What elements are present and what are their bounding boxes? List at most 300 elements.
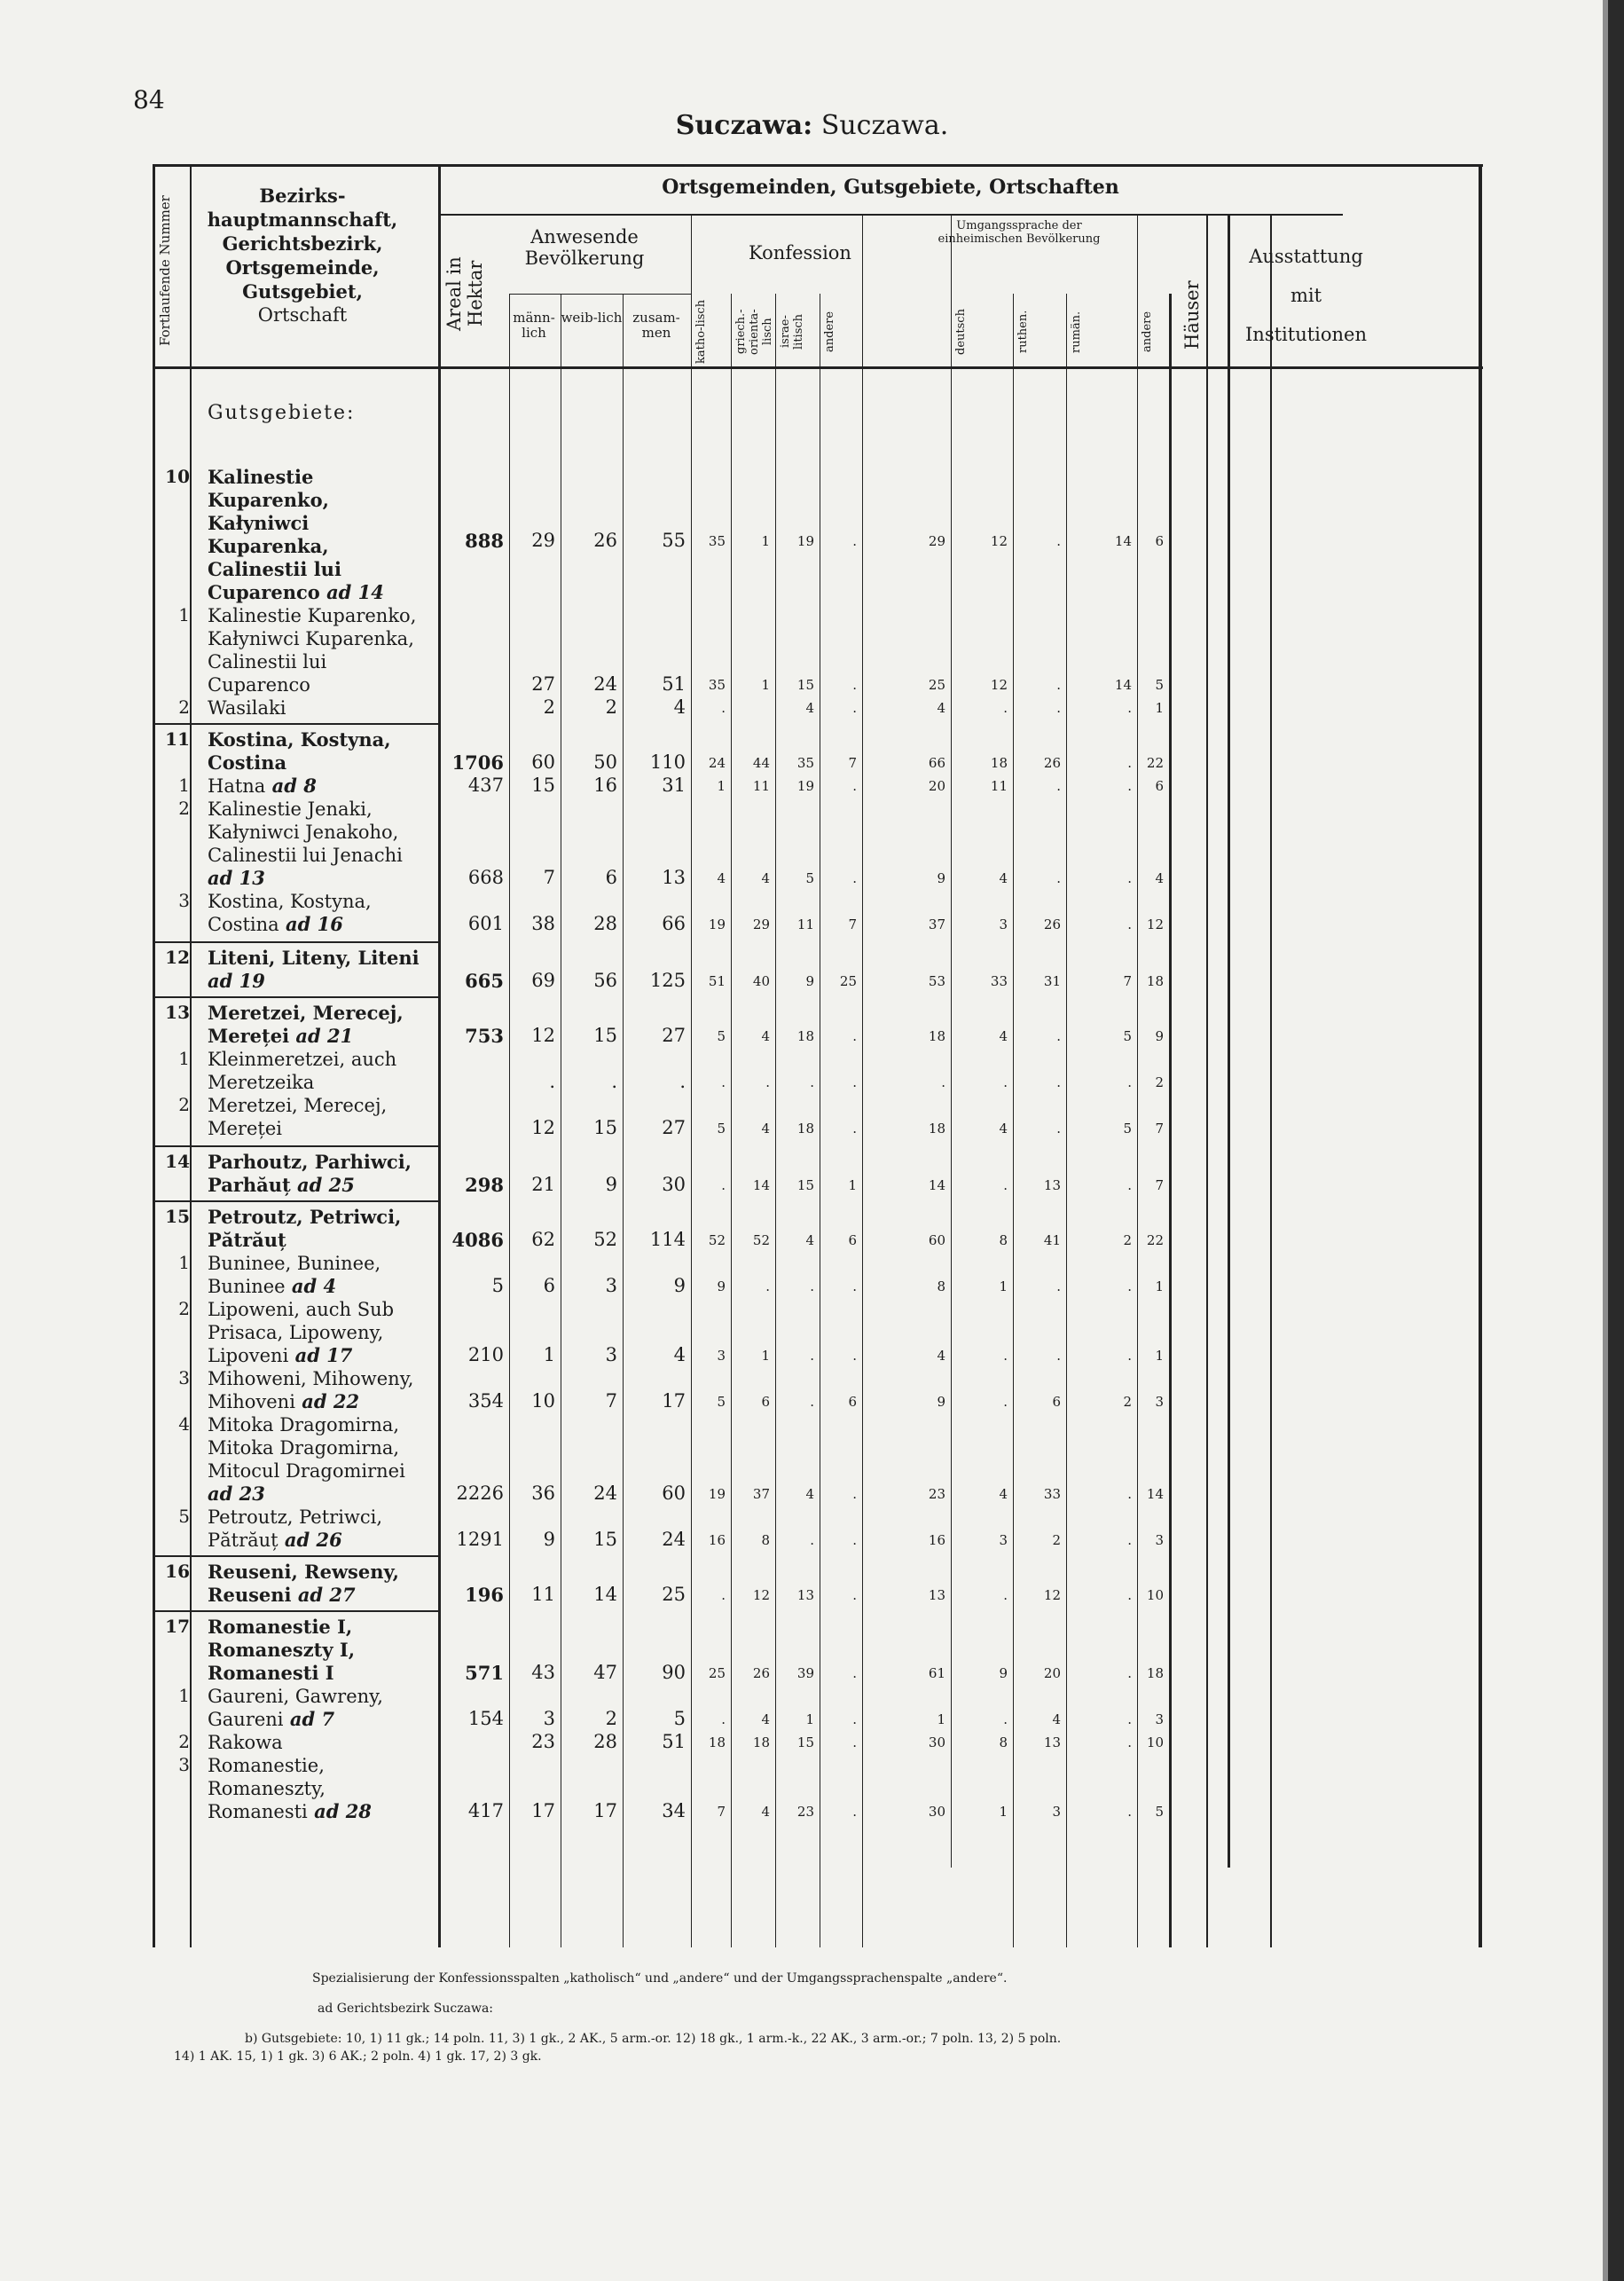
table-cell: 33 [1043,1486,1061,1502]
table-cell: . [852,1486,857,1502]
row-separator [153,1200,438,1202]
row-name: Kostina, Kostyna, Costina [208,728,391,774]
table-cell: 24 [662,1529,686,1550]
table-cell: 14 [1114,533,1132,549]
table-cell: 30 [928,1734,945,1750]
table-cell: 25 [928,677,945,693]
table-cell: 6 [848,1394,857,1410]
table-cell: . [1056,870,1061,886]
table-cell: 12 [1043,1587,1061,1603]
table-cell: 7 [717,1804,726,1820]
table-cell: 7 [848,916,857,932]
table-cell: 888 [465,530,504,552]
table-cell: 13 [928,1587,945,1603]
table-cell: . [810,1348,814,1364]
header-spr-0: deutsch [954,309,968,355]
table-cell: 27 [662,1025,686,1046]
table-cell: 5 [805,870,814,886]
row-number: 2 [178,1298,190,1319]
table-rule [862,214,863,1947]
footnote-3: b) Gutsgebiete: 10, 1) 11 gk.; 14 poln. 11, 3) 1 gk., 2 AK., 5 arm.-or. 12) 18 gk., 1 arm.-k., 22 AK., 3 arm.-or.; 7 poln. 13, 2) 5 poln. [245,2032,1062,2046]
table-cell: 28 [593,1731,617,1752]
table-cell: 8 [937,1278,945,1294]
row-name: Lipoweni, auch Sub Prisaca, Lipoweny, Lipoveni ad 17 [208,1299,395,1366]
table-cell: . [679,1071,686,1092]
table-cell: 26 [1043,916,1061,932]
row-number: 12 [165,947,190,968]
table-cell: . [852,1587,857,1603]
row-name: Meretzei, Merecej, Mereței ad 21 [208,1002,404,1047]
table-cell: 9 [937,1394,945,1410]
table-cell: . [852,1278,857,1294]
row-separator [153,941,438,943]
table-cell: . [721,700,726,716]
table-cell: 56 [593,970,617,991]
table-cell: 9 [673,1275,686,1296]
header-bev-m: männ-lich [513,310,555,341]
row-number: 10 [165,466,190,487]
table-rule [153,366,1483,369]
table-cell: 8 [999,1232,1008,1248]
table-cell: 5 [1155,1804,1164,1820]
table-rule [691,214,692,1947]
table-cell: 3 [605,1275,617,1296]
table-rule [1228,214,1230,1868]
table-cell: 31 [662,775,686,796]
table-cell: 18 [1146,1665,1164,1681]
row-name: Gaureni, Gawreny, Gaureni ad 7 [208,1686,383,1730]
table-cell: 24 [708,755,726,771]
table-cell: 34 [662,1800,686,1821]
table-cell: 5 [1123,1028,1132,1044]
table-cell: 15 [796,1734,814,1750]
table-cell: 12 [752,1587,770,1603]
table-cell: 47 [593,1662,617,1683]
table-cell: 668 [467,867,504,888]
table-cell: . [1056,677,1061,693]
table-cell: 4 [761,1804,770,1820]
table-cell: 51 [662,673,686,695]
table-cell: 1 [999,1804,1008,1820]
table-cell: 10 [531,1390,555,1412]
table-cell: 1 [937,1711,945,1727]
row-number: 16 [165,1561,190,1582]
table-cell: 17 [593,1800,617,1821]
table-cell: 9 [717,1278,726,1294]
table-cell: 23 [928,1486,945,1502]
table-cell: 7 [1155,1177,1164,1193]
table-cell: 298 [465,1174,504,1196]
table-cell: 16 [593,775,617,796]
table-cell: 1 [761,533,770,549]
header-haeuser: Häuser [1181,280,1203,350]
table-cell: 5 [717,1394,726,1410]
header-bev-w: weib-lich [561,310,623,326]
table-rule [775,294,776,1947]
header-konf-2: israe-litisch [779,313,805,350]
table-cell: 1706 [451,751,504,774]
table-rule [1479,164,1482,1947]
table-cell: 12 [1146,916,1164,932]
row-separator [153,723,438,725]
table-rule [1013,294,1014,1947]
table-cell: 5 [491,1275,504,1296]
table-cell: . [852,700,857,716]
table-cell: 37 [928,916,945,932]
table-cell: 4 [805,1232,814,1248]
row-number: 1 [178,775,190,796]
table-rule [1066,294,1067,1947]
header-bev-z: zusam-men [632,310,680,341]
table-cell: . [1127,1587,1132,1603]
table-rule [1206,214,1208,1947]
table-cell: 31 [1043,973,1061,989]
table-cell: 753 [465,1025,504,1047]
table-cell: 17 [531,1800,555,1821]
footnote-1: Spezialisierung der Konfessionsspalten „katholisch“ und „andere“ und der Umgangssprachenspalte „andere“. [312,1971,1008,1986]
table-cell: . [941,1074,945,1090]
row-name: Hatna ad 8 [208,775,317,797]
table-cell: 69 [531,970,555,991]
header-group-top: Ortsgemeinden, Gutsgebiete, Ortschaften [662,176,1119,199]
table-cell: 7 [1123,973,1132,989]
table-cell: 19 [708,1486,726,1502]
row-number: 2 [178,696,190,718]
header-spr-1: ruthen. [1016,310,1030,354]
table-cell: 22 [1146,1232,1164,1248]
table-cell: 3 [1155,1394,1164,1410]
table-cell: 4 [937,1348,945,1364]
table-cell: 18 [708,1734,726,1750]
row-number: 3 [178,1754,190,1775]
table-cell: 27 [662,1117,686,1138]
table-cell: 24 [593,673,617,695]
table-cell: 4 [761,1028,770,1044]
row-name: Liteni, Liteny, Liteni ad 19 [208,947,420,992]
table-cell: 51 [708,973,726,989]
row-number: 2 [178,798,190,819]
table-cell: 5 [1155,677,1164,693]
row-number: 17 [165,1616,190,1637]
table-cell: . [1127,870,1132,886]
table-cell: . [1056,700,1061,716]
table-cell: 52 [708,1232,726,1248]
row-name: Buninee, Buninee, Buninee ad 4 [208,1253,381,1297]
table-rule [951,214,952,1868]
table-cell: . [852,1711,857,1727]
table-cell: 39 [796,1665,814,1681]
row-separator [153,1145,438,1147]
table-cell: 12 [990,677,1008,693]
row-number: 4 [178,1413,190,1435]
table-cell: 5 [673,1708,686,1729]
table-cell: 10 [1146,1587,1164,1603]
table-cell: . [1056,1348,1061,1364]
table-cell: 6 [1155,778,1164,794]
table-rule [153,164,1483,167]
table-cell: 24 [593,1483,617,1504]
table-cell: . [1127,1486,1132,1502]
table-cell: 114 [649,1229,686,1250]
table-cell: . [852,533,857,549]
row-name: Kalinestie Kuparenko, Kałyniwci Kuparenka, Calinestii lui Cuparenco [208,605,417,696]
table-cell: 5 [1123,1121,1132,1137]
table-cell: 23 [531,1731,555,1752]
table-cell: 1 [543,1344,555,1365]
table-cell: . [852,1028,857,1044]
header-spr-3: andere [1141,311,1154,353]
table-cell: 44 [752,755,770,771]
table-cell: . [852,1074,857,1090]
table-cell: 36 [531,1483,555,1504]
row-name: Romanestie, Romaneszty, Romanesti ad 28 [208,1755,372,1822]
header-name: Bezirks- hauptmannschaft, Gerichtsbezirk, Ortsgemeinde, Gutsgebiet, Ortschaft [207,185,398,326]
table-cell: 25 [839,973,857,989]
table-cell: 25 [708,1665,726,1681]
table-cell: 6 [848,1232,857,1248]
table-rule [1137,214,1138,1947]
table-cell: 110 [649,751,686,773]
table-cell: 6 [543,1275,555,1296]
table-cell: 30 [928,1804,945,1820]
table-cell: 2 [605,696,617,718]
table-cell: 3 [1155,1711,1164,1727]
table-cell: 27 [531,673,555,695]
table-cell: 23 [796,1804,814,1820]
table-cell: 26 [752,1665,770,1681]
table-cell: 2 [1052,1532,1061,1548]
header-ausstattung: Ausstattung mit Institutionen [1245,246,1367,345]
table-cell: 1291 [456,1529,504,1550]
table-cell: 1 [999,1278,1008,1294]
table-cell: 3 [999,1532,1008,1548]
table-cell: 60 [531,751,555,773]
table-cell: 1 [1155,1278,1164,1294]
table-cell: 15 [796,1177,814,1193]
table-cell: 17 [662,1390,686,1412]
table-cell: 6 [605,867,617,888]
table-cell: 13 [1043,1177,1061,1193]
table-cell: 7 [543,867,555,888]
table-cell: 33 [990,973,1008,989]
table-cell: 18 [928,1028,945,1044]
table-cell: 1 [1155,1348,1164,1364]
row-name: Rakowa [208,1732,283,1753]
row-name: Kalinestie Kuparenko, Kałyniwci Kuparenka, Calinestii lui Cuparenco ad 14 [208,466,384,603]
table-cell: . [1003,1394,1008,1410]
table-cell: . [1127,1348,1132,1364]
table-cell: 14 [593,1584,617,1605]
table-cell: 18 [1146,973,1164,989]
row-name: Mihoweni, Mihoweny, Mihoveni ad 22 [208,1368,414,1412]
table-cell: . [1003,1711,1008,1727]
table-cell: . [1127,1665,1132,1681]
table-cell: 9 [999,1665,1008,1681]
table-cell: . [810,1074,814,1090]
table-rule [1169,294,1172,1947]
table-cell: 62 [531,1229,555,1250]
row-number: 1 [178,604,190,625]
table-cell: 12 [990,533,1008,549]
table-cell: 50 [593,751,617,773]
table-cell: 125 [649,970,686,991]
table-cell: 3 [1155,1532,1164,1548]
table-cell: 9 [1155,1028,1164,1044]
table-cell: 4 [999,1028,1008,1044]
table-cell: 14 [1146,1486,1164,1502]
table-cell: 29 [531,530,555,551]
table-cell: 43 [531,1662,555,1683]
table-cell: . [810,1278,814,1294]
table-cell: 53 [928,973,945,989]
footnote-4: 14) 1 AK. 15, 1) 1 gk. 3) 6 AK.; 2 poln. 4) 1 gk. 17, 2) 3 gk. [174,2049,542,2064]
table-cell: 354 [467,1390,504,1412]
table-cell: 29 [928,533,945,549]
page-title: Suczawa: Suczawa. [675,110,949,141]
table-cell: . [765,1278,770,1294]
table-cell: 10 [1146,1734,1164,1750]
table-cell: 22 [1146,755,1164,771]
table-cell: . [1127,916,1132,932]
table-cell: 2 [1155,1074,1164,1090]
table-cell: 1 [717,778,726,794]
table-cell: 4 [761,1121,770,1137]
table-cell: . [765,1074,770,1090]
table-cell: 15 [796,677,814,693]
row-number: 1 [178,1252,190,1273]
header-bevoelkerung: Anwesende Bevölkerung [524,226,645,269]
row-name: Kalinestie Jenaki, Kałyniwci Jenakoho, Calinestii lui Jenachi ad 13 [208,798,403,889]
table-cell: . [1127,700,1132,716]
table-cell: 3 [1052,1804,1061,1820]
table-cell: . [721,1074,726,1090]
table-cell: 5 [717,1121,726,1137]
table-cell: . [1127,1278,1132,1294]
table-cell: 19 [796,533,814,549]
table-cell: 3 [543,1708,555,1729]
header-konfession: Konfession [749,242,851,263]
table-cell: 52 [593,1229,617,1250]
table-cell: 4 [673,1344,686,1365]
table-cell: . [852,1348,857,1364]
row-number: 11 [165,728,190,750]
table-cell: 26 [593,530,617,551]
table-cell: 2226 [456,1483,504,1504]
section-heading: Gutsgebiete: [208,402,356,424]
table-cell: 18 [796,1028,814,1044]
row-number: 13 [165,1002,190,1023]
table-cell: 4 [999,870,1008,886]
table-cell: 14 [928,1177,945,1193]
table-cell: 4 [673,696,686,718]
table-cell: 18 [752,1734,770,1750]
row-separator [153,996,438,998]
table-cell: 154 [467,1708,504,1729]
table-cell: 21 [531,1174,555,1195]
table-cell: 4 [761,1711,770,1727]
page-number: 84 [133,85,165,114]
row-name: Petroutz, Petriwci, Pătrăuț [208,1206,402,1251]
row-separator [153,1610,438,1612]
table-cell: 38 [531,913,555,934]
table-cell: 13 [662,867,686,888]
table-cell: . [611,1071,617,1092]
table-cell: 1 [761,677,770,693]
table-cell: . [721,1177,726,1193]
table-cell: 14 [1114,677,1132,693]
table-cell: . [1056,778,1061,794]
row-number: 1 [178,1048,190,1069]
row-name: Parhoutz, Parhiwci, Parhăuț ad 25 [208,1151,412,1196]
row-number: 5 [178,1506,190,1527]
header-konf-1: griech.-orienta-lisch [734,309,774,355]
row-separator [153,1555,438,1557]
table-cell: 52 [752,1232,770,1248]
table-rule [623,294,624,1947]
table-cell: 11 [990,778,1008,794]
table-cell: 61 [928,1665,945,1681]
table-cell: 41 [1043,1232,1061,1248]
table-cell: 1 [805,1711,814,1727]
table-cell: 66 [928,755,945,771]
table-cell: 25 [662,1584,686,1605]
table-cell: 7 [605,1390,617,1412]
table-cell: . [1003,1074,1008,1090]
row-name: Meretzei, Merecej, Mereței [208,1095,388,1139]
table-cell: . [852,1121,857,1137]
row-name: Kleinmeretzei, auch Meretzeika [208,1049,397,1093]
row-number: 3 [178,890,190,911]
table-cell: 40 [752,973,770,989]
table-cell: . [1003,1587,1008,1603]
table-cell: 6 [761,1394,770,1410]
table-cell: 29 [752,916,770,932]
table-cell: 196 [465,1584,504,1606]
table-cell: 665 [465,970,504,992]
table-cell: . [1056,1028,1061,1044]
table-cell: 1 [761,1348,770,1364]
table-cell: 2 [1123,1394,1132,1410]
row-number: 3 [178,1367,190,1388]
table-cell: 6 [1155,533,1164,549]
table-cell: 4 [1155,870,1164,886]
row-name: Mitoka Dragomirna, Mitoka Dragomirna, Mitocul Dragomirnei ad 23 [208,1414,405,1505]
row-name: Wasilaki [208,697,286,719]
table-cell: . [721,1587,726,1603]
table-cell: 18 [990,755,1008,771]
table-cell: 13 [796,1587,814,1603]
table-rule [509,294,510,1947]
header-areal: Areal in Hektar [443,256,486,331]
table-cell: 9 [605,1174,617,1195]
table-cell: . [1003,1348,1008,1364]
table-cell: 12 [531,1025,555,1046]
table-cell: 2 [543,696,555,718]
table-cell: 15 [593,1529,617,1550]
table-cell: 19 [796,778,814,794]
table-cell: 35 [796,755,814,771]
table-cell: 6 [1052,1394,1061,1410]
header-konf-0: katho-lisch [694,299,708,365]
table-cell: 60 [928,1232,945,1248]
header-spr-2: rumän. [1070,311,1083,353]
table-cell: 11 [796,916,814,932]
table-cell: 11 [752,778,770,794]
row-name: Kostina, Kostyna, Costina ad 16 [208,891,372,935]
table-cell: . [1127,1734,1132,1750]
table-cell: 4 [805,700,814,716]
table-cell: . [721,1711,726,1727]
